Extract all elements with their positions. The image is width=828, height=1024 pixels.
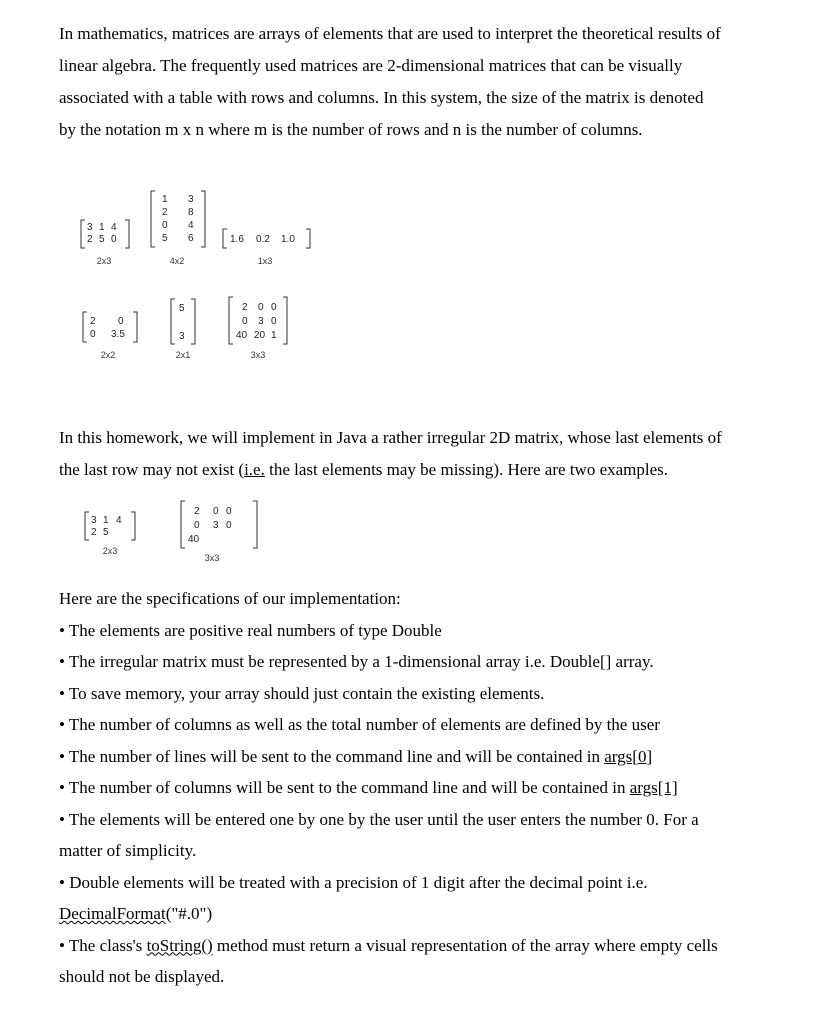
matrix-bracket (82, 310, 138, 344)
matrix-cell: 5 (162, 233, 168, 244)
homework-text: the last elements may be missing). Here are two examples. (264, 460, 669, 479)
spec-bullet: • The elements will be entered one by one by the user until the user enters the number 0. For a (59, 809, 699, 829)
matrix-cell: 2 (162, 207, 168, 218)
matrix-cell: 1.6 (230, 234, 244, 245)
matrix-cell: 40 (236, 330, 248, 341)
matrix-dimension-label: 2x3 (96, 256, 112, 266)
matrix-bracket (170, 298, 196, 346)
matrix-cell: 20 (254, 330, 266, 341)
matrix-dimension-label: 1x3 (257, 256, 273, 266)
spec-text: • The number of columns will be sent to the command line and will be contained in (59, 778, 630, 797)
spec-text: • The number of lines will be sent to the command line and will be contained in (59, 746, 605, 766)
intro-paragraph (59, 18, 779, 146)
matrix-dimension-label: 2x3 (102, 546, 118, 556)
spec-bullet: • The number of columns as well as the total number of elements are defined by the user (59, 715, 660, 734)
matrix-cell: 2 (87, 234, 93, 245)
tostring-code: toString() (146, 935, 213, 955)
matrix-cell: 3 (87, 222, 93, 233)
spec-bullet (59, 772, 789, 804)
matrix-cell: 3 (258, 316, 264, 327)
spec-bullet: • To save memory, your array should just contain the existing elements. (59, 683, 545, 703)
spec-bullet: • The elements are positive real numbers of type Double (59, 620, 442, 640)
matrix-cell: 3 (91, 515, 97, 526)
matrix-bracket (228, 296, 288, 346)
matrix-cell: 1 (162, 194, 168, 205)
matrix-cell: 0 (258, 302, 264, 313)
matrix-dimension-label: 2x1 (175, 350, 191, 360)
matrix-dimension-label: 2x2 (100, 350, 116, 360)
matrix-cell: 1 (271, 330, 277, 341)
matrix-3x3 (228, 296, 288, 346)
spec-bullet-continuation: should not be displayed. (59, 967, 225, 986)
matrix-cell: 3 (188, 194, 194, 205)
matrix-dimension-label: 3x3 (250, 350, 266, 360)
args1-code: args[1] (629, 778, 678, 797)
matrix-cell: 0 (213, 506, 219, 517)
intro-line: linear algebra. The frequently used matrices are 2-dimensional matrices that can be visually (59, 56, 683, 75)
matrix-cell: 2 (242, 302, 248, 313)
matrix-bracket (150, 190, 206, 250)
matrix-cell: 5 (179, 303, 185, 314)
matrix-cell: 4 (188, 220, 194, 231)
matrix-2x1 (170, 298, 196, 346)
matrix-cell: 8 (188, 207, 194, 218)
matrix-cell: 0 (271, 302, 277, 313)
matrix-cell: 0.2 (256, 234, 270, 245)
matrix-dimension-label: 4x2 (169, 256, 185, 266)
spec-bullet-continuation: matter of simplicity. (59, 841, 197, 860)
matrix-cell: 3 (179, 331, 185, 342)
matrix-cell: 2 (194, 506, 200, 517)
ie-abbreviation: i.e. (244, 460, 265, 479)
matrix-bracket (80, 218, 130, 250)
matrix-dimension-label: 3x3 (204, 553, 220, 563)
matrix-cell: 0 (162, 220, 168, 231)
specifications-heading: Here are the specifications of our implementation: (59, 589, 401, 608)
matrix-cell: 1 (99, 222, 105, 233)
matrix-2x3 (80, 218, 130, 250)
matrix-cell: 4 (116, 515, 122, 526)
irregular-matrix-2x3 (84, 510, 136, 542)
spec-text: • The class's (59, 935, 147, 955)
matrix-cell: 0 (90, 329, 96, 340)
intro-line: In mathematics, matrices are arrays of elements that are used to interpret the theoretical results of (59, 24, 721, 43)
matrix-1x3 (222, 228, 312, 250)
matrix-cell: 5 (103, 527, 109, 538)
specifications-list (59, 583, 789, 993)
matrix-cell: 6 (188, 233, 194, 244)
matrix-cell: 5 (99, 234, 105, 245)
matrix-cell: 0 (226, 506, 232, 517)
homework-line (59, 454, 779, 486)
matrix-cell: 4 (111, 222, 117, 233)
homework-paragraph (59, 422, 779, 486)
matrix-cell: 0 (111, 234, 117, 245)
matrix-2x2 (82, 310, 138, 344)
matrix-cell: 1.0 (281, 234, 295, 245)
matrix-cell: 0 (226, 520, 232, 531)
args0-code: args[0] (604, 746, 653, 766)
matrix-cell: 0 (118, 316, 124, 327)
homework-line: In this homework, we will implement in Java a rather irregular 2D matrix, whose last elements of (59, 428, 722, 447)
matrix-cell: 40 (188, 534, 200, 545)
matrix-bracket (222, 228, 312, 250)
matrix-4x2 (150, 190, 206, 250)
matrix-cell: 3 (213, 520, 219, 531)
matrix-cell: 0 (271, 316, 277, 327)
intro-line: by the notation m x n where m is the number of rows and n is the number of columns. (59, 120, 643, 139)
spec-bullet-continuation (59, 898, 789, 930)
irregular-matrix-3x3 (180, 500, 258, 550)
spec-text: method must return a visual representation of the array where empty cells (212, 935, 718, 955)
spec-text: ("#.0") (165, 904, 213, 923)
intro-line: associated with a table with rows and columns. In this system, the size of the matrix is denoted (59, 88, 704, 107)
spec-bullet: • Double elements will be treated with a precision of 1 digit after the decimal point i.e. (59, 872, 648, 892)
matrix-bracket (180, 500, 258, 550)
matrix-cell: 1 (103, 515, 109, 526)
homework-text: the last row may not exist ( (59, 460, 245, 479)
decimalformat-code: DecimalFormat (59, 904, 166, 923)
spec-bullet: • The irregular matrix must be represented by a 1-dimensional array i.e. Double[] array. (59, 652, 654, 671)
matrix-bracket (84, 510, 136, 542)
matrix-cell: 0 (242, 316, 248, 327)
matrix-cell: 3.5 (111, 329, 125, 340)
spec-bullet (59, 741, 789, 773)
matrix-cell: 2 (91, 527, 97, 538)
matrix-cell: 0 (194, 520, 200, 531)
spec-bullet (59, 930, 789, 962)
matrix-cell: 2 (90, 316, 96, 327)
